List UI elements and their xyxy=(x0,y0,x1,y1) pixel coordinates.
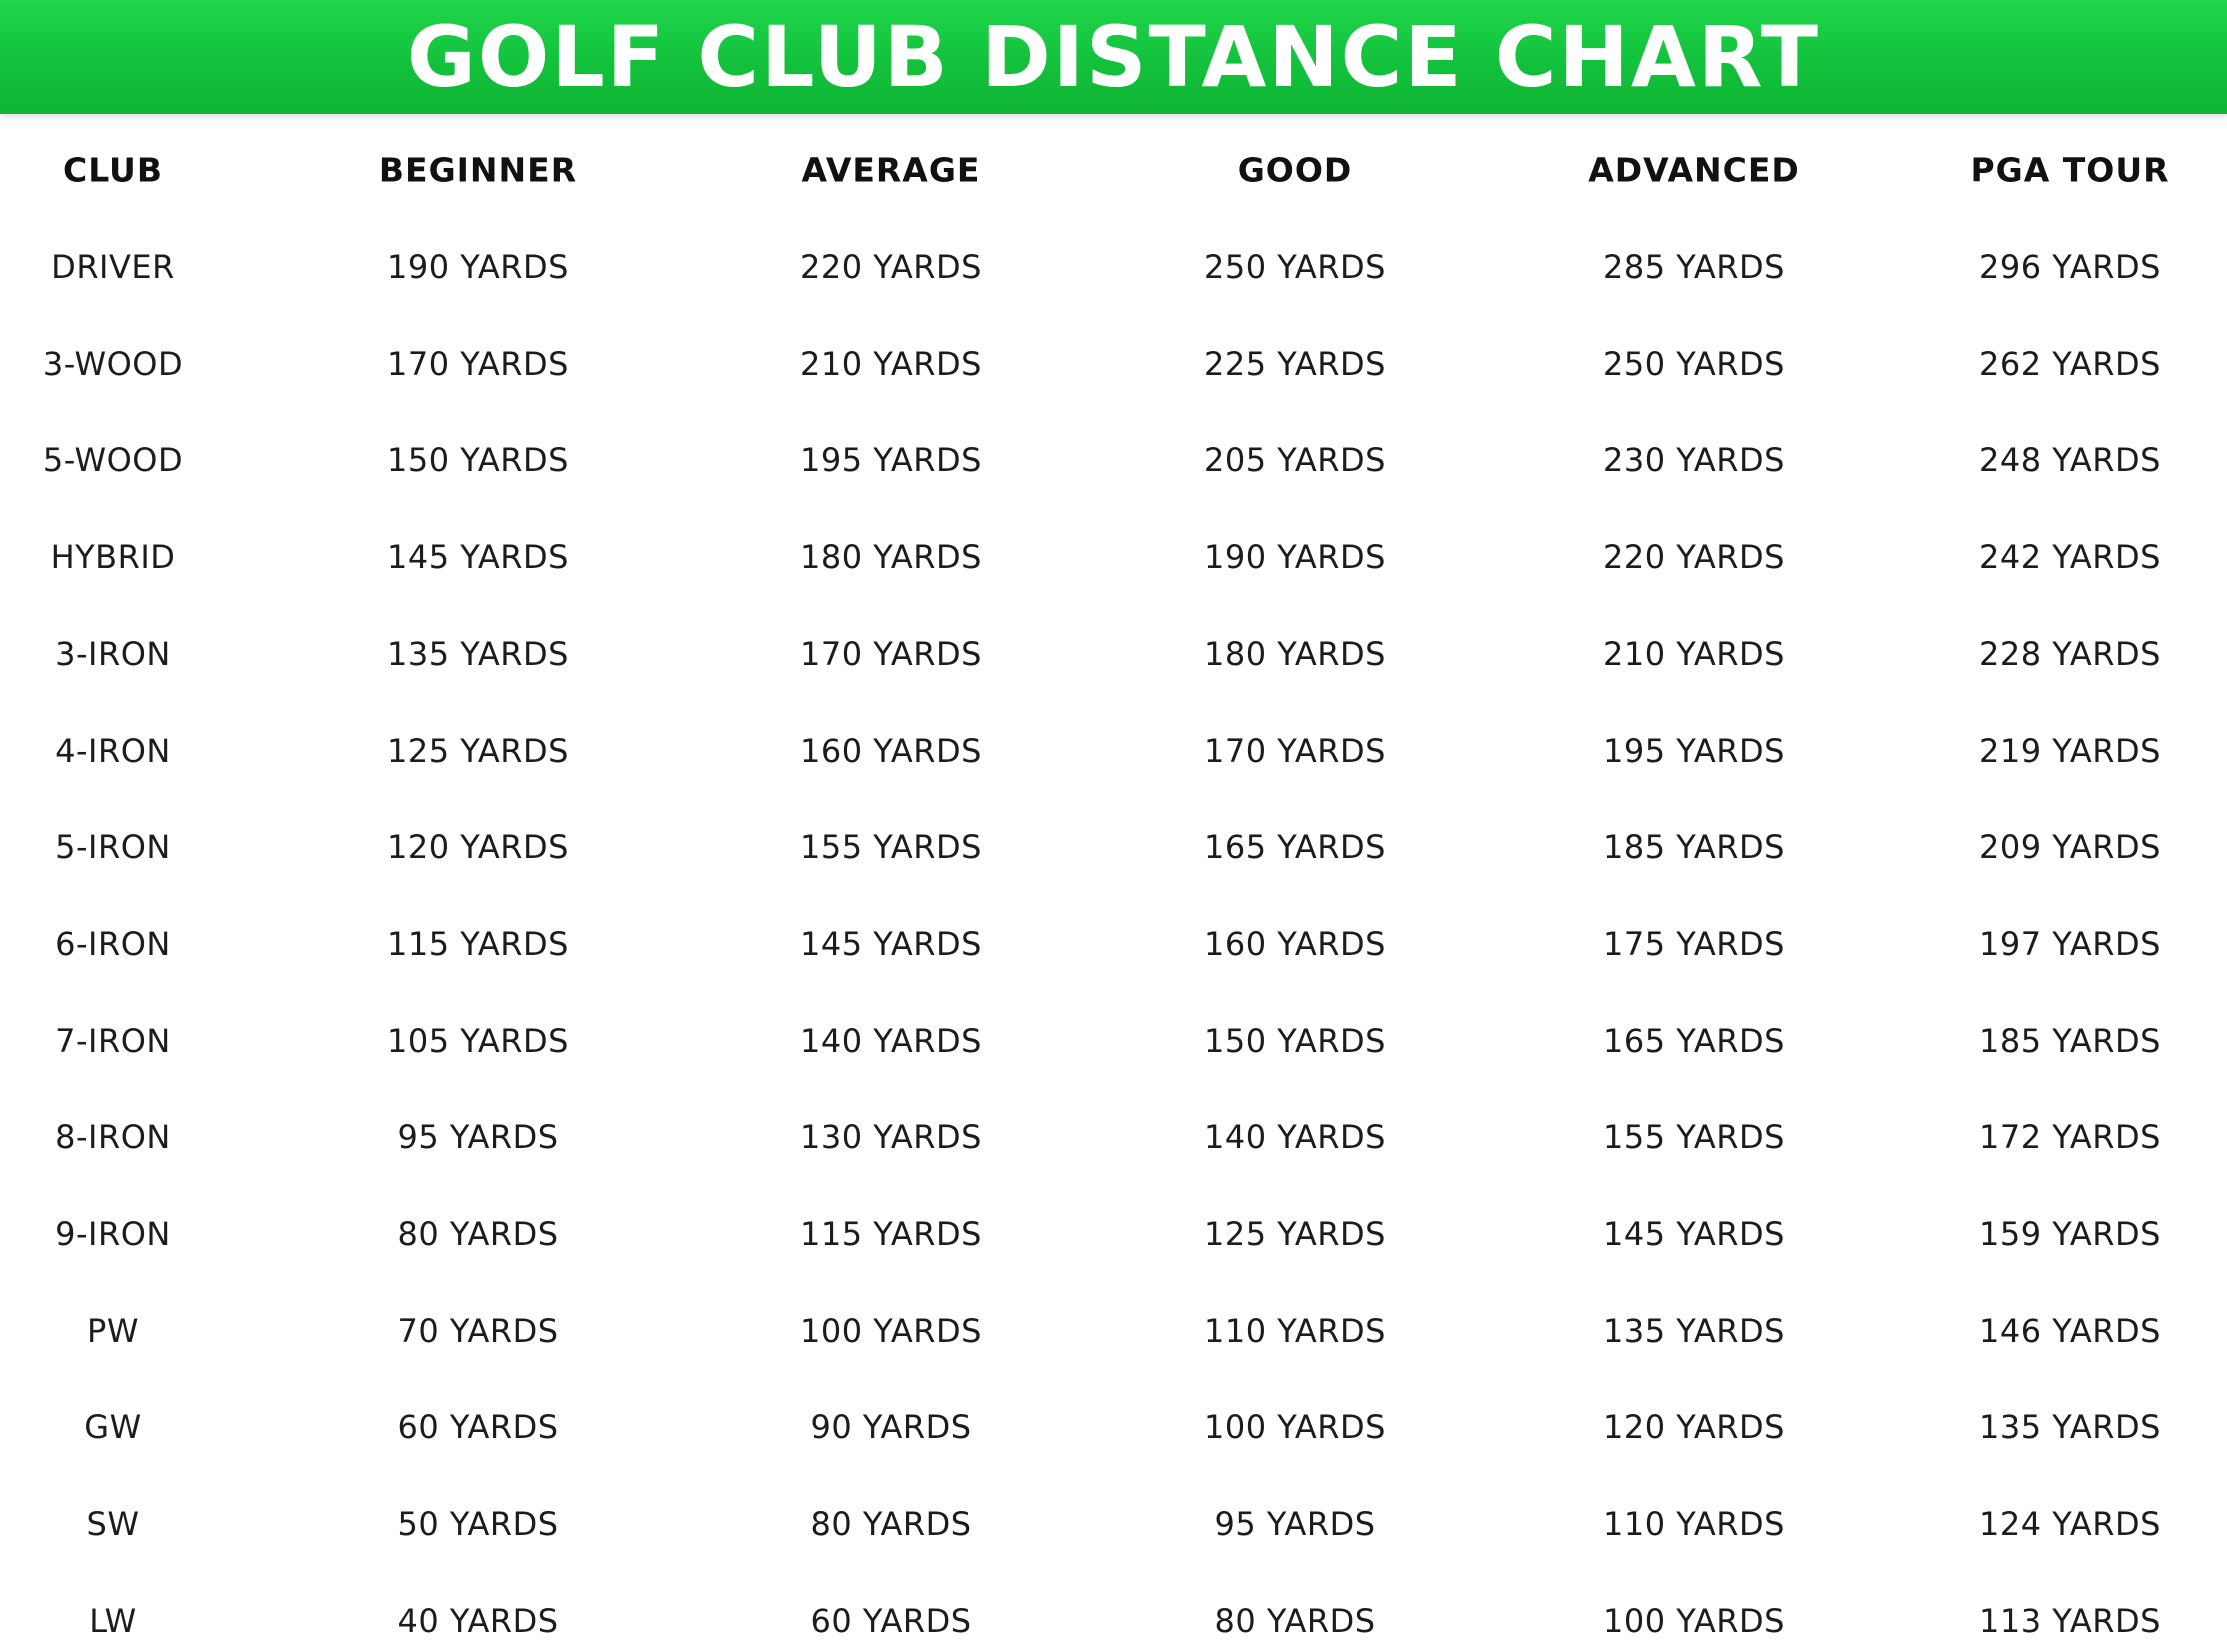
distance-cell: 155 YARDS xyxy=(800,828,982,867)
club-name-cell: 3-WOOD xyxy=(42,344,184,383)
club-name-cell: 5-WOOD xyxy=(42,441,184,480)
distance-cell: 165 YARDS xyxy=(1204,828,1386,867)
distance-cell: 185 YARDS xyxy=(1979,1021,2161,1060)
distance-cell: 210 YARDS xyxy=(800,344,982,383)
distance-cell: 100 YARDS xyxy=(1204,1408,1386,1447)
chart-title: GOLF CLUB DISTANCE CHART xyxy=(406,8,1821,106)
distance-cell: 70 YARDS xyxy=(397,1311,559,1350)
club-name-cell: 5-IRON xyxy=(55,828,171,867)
distance-cell: 210 YARDS xyxy=(1603,634,1785,673)
distance-cell: 145 YARDS xyxy=(387,538,569,577)
column-header: GOOD xyxy=(1237,150,1353,190)
distance-cell: 90 YARDS xyxy=(810,1408,972,1447)
club-name-cell: 7-IRON xyxy=(55,1021,171,1060)
distance-cell: 190 YARDS xyxy=(387,248,569,286)
column-header: CLUB xyxy=(62,150,164,190)
distance-cell: 113 YARDS xyxy=(1979,1601,2161,1640)
distance-cell: 170 YARDS xyxy=(387,344,569,383)
distance-cell: 145 YARDS xyxy=(800,924,982,963)
column-header: AVERAGE xyxy=(801,150,981,190)
club-name-cell: DRIVER xyxy=(51,248,175,286)
distance-cell: 140 YARDS xyxy=(1204,1118,1386,1157)
column-header: PGA TOUR xyxy=(1970,150,2170,190)
distance-cell: 250 YARDS xyxy=(1603,344,1785,383)
distance-cell: 195 YARDS xyxy=(1603,731,1785,770)
distance-cell: 165 YARDS xyxy=(1603,1021,1785,1060)
title-banner xyxy=(0,0,2227,114)
club-name-cell: 9-IRON xyxy=(55,1215,171,1253)
distance-cell: 135 YARDS xyxy=(1603,1311,1785,1350)
distance-cell: 130 YARDS xyxy=(800,1118,982,1157)
distance-cell: 242 YARDS xyxy=(1979,538,2161,577)
distance-cell: 140 YARDS xyxy=(800,1021,982,1060)
distance-cell: 60 YARDS xyxy=(397,1408,559,1447)
distance-cell: 175 YARDS xyxy=(1603,924,1785,963)
distance-cell: 250 YARDS xyxy=(1204,248,1386,286)
distance-cell: 60 YARDS xyxy=(810,1601,972,1640)
distance-cell: 80 YARDS xyxy=(1214,1601,1376,1640)
distance-cell: 120 YARDS xyxy=(1603,1408,1785,1447)
distance-cell: 125 YARDS xyxy=(387,731,569,770)
club-name-cell: 3-IRON xyxy=(55,634,171,673)
distance-cell: 120 YARDS xyxy=(387,828,569,867)
distance-cell: 219 YARDS xyxy=(1979,731,2161,770)
distance-cell: 170 YARDS xyxy=(800,634,982,673)
distance-cell: 95 YARDS xyxy=(397,1118,559,1157)
distance-cell: 150 YARDS xyxy=(387,441,569,480)
distance-cell: 135 YARDS xyxy=(387,634,569,673)
distance-cell: 115 YARDS xyxy=(387,924,569,963)
distance-cell: 209 YARDS xyxy=(1979,828,2161,867)
distance-cell: 248 YARDS xyxy=(1979,441,2161,480)
distance-cell: 95 YARDS xyxy=(1214,1505,1376,1544)
distance-cell: 228 YARDS xyxy=(1979,634,2161,673)
column-header: ADVANCED xyxy=(1588,150,1800,190)
club-name-cell: 4-IRON xyxy=(55,731,171,770)
distance-cell: 159 YARDS xyxy=(1979,1215,2161,1253)
distance-cell: 50 YARDS xyxy=(397,1505,559,1544)
distance-cell: 160 YARDS xyxy=(1204,924,1386,963)
distance-cell: 197 YARDS xyxy=(1979,924,2161,963)
distance-cell: 230 YARDS xyxy=(1603,441,1785,480)
distance-cell: 296 YARDS xyxy=(1979,248,2161,286)
distance-cell: 80 YARDS xyxy=(810,1505,972,1544)
distance-cell: 180 YARDS xyxy=(1204,634,1386,673)
distance-cell: 145 YARDS xyxy=(1603,1215,1785,1253)
distance-cell: 220 YARDS xyxy=(1603,538,1785,577)
column-header: BEGINNER xyxy=(378,150,578,190)
distance-cell: 195 YARDS xyxy=(800,441,982,480)
club-name-cell: GW xyxy=(84,1408,142,1447)
distance-cell: 172 YARDS xyxy=(1979,1118,2161,1157)
distance-cell: 185 YARDS xyxy=(1603,828,1785,867)
distance-cell: 125 YARDS xyxy=(1204,1215,1386,1253)
club-name-cell: LW xyxy=(89,1601,137,1640)
distance-cell: 170 YARDS xyxy=(1204,731,1386,770)
club-name-cell: 6-IRON xyxy=(55,924,171,963)
distance-cell: 105 YARDS xyxy=(387,1021,569,1060)
club-name-cell: PW xyxy=(87,1311,139,1350)
distance-cell: 190 YARDS xyxy=(1204,538,1386,577)
distance-cell: 115 YARDS xyxy=(800,1215,982,1253)
distance-cell: 180 YARDS xyxy=(800,538,982,577)
distance-cell: 135 YARDS xyxy=(1979,1408,2161,1447)
distance-cell: 80 YARDS xyxy=(397,1215,559,1253)
distance-cell: 262 YARDS xyxy=(1979,344,2161,383)
distance-cell: 160 YARDS xyxy=(800,731,982,770)
club-name-cell: 8-IRON xyxy=(55,1118,171,1157)
distance-cell: 150 YARDS xyxy=(1204,1021,1386,1060)
distance-cell: 220 YARDS xyxy=(800,248,982,286)
distance-cell: 100 YARDS xyxy=(1603,1601,1785,1640)
distance-cell: 155 YARDS xyxy=(1603,1118,1785,1157)
club-name-cell: HYBRID xyxy=(50,538,176,577)
distance-cell: 124 YARDS xyxy=(1979,1505,2161,1544)
distance-cell: 110 YARDS xyxy=(1603,1505,1785,1544)
distance-cell: 225 YARDS xyxy=(1204,344,1386,383)
distance-cell: 146 YARDS xyxy=(1979,1311,2161,1350)
distance-cell: 100 YARDS xyxy=(800,1311,982,1350)
distance-cell: 285 YARDS xyxy=(1603,248,1785,286)
distance-cell: 40 YARDS xyxy=(397,1601,559,1640)
distance-cell: 205 YARDS xyxy=(1204,441,1386,480)
distance-cell: 110 YARDS xyxy=(1204,1311,1386,1350)
club-name-cell: SW xyxy=(86,1505,140,1544)
